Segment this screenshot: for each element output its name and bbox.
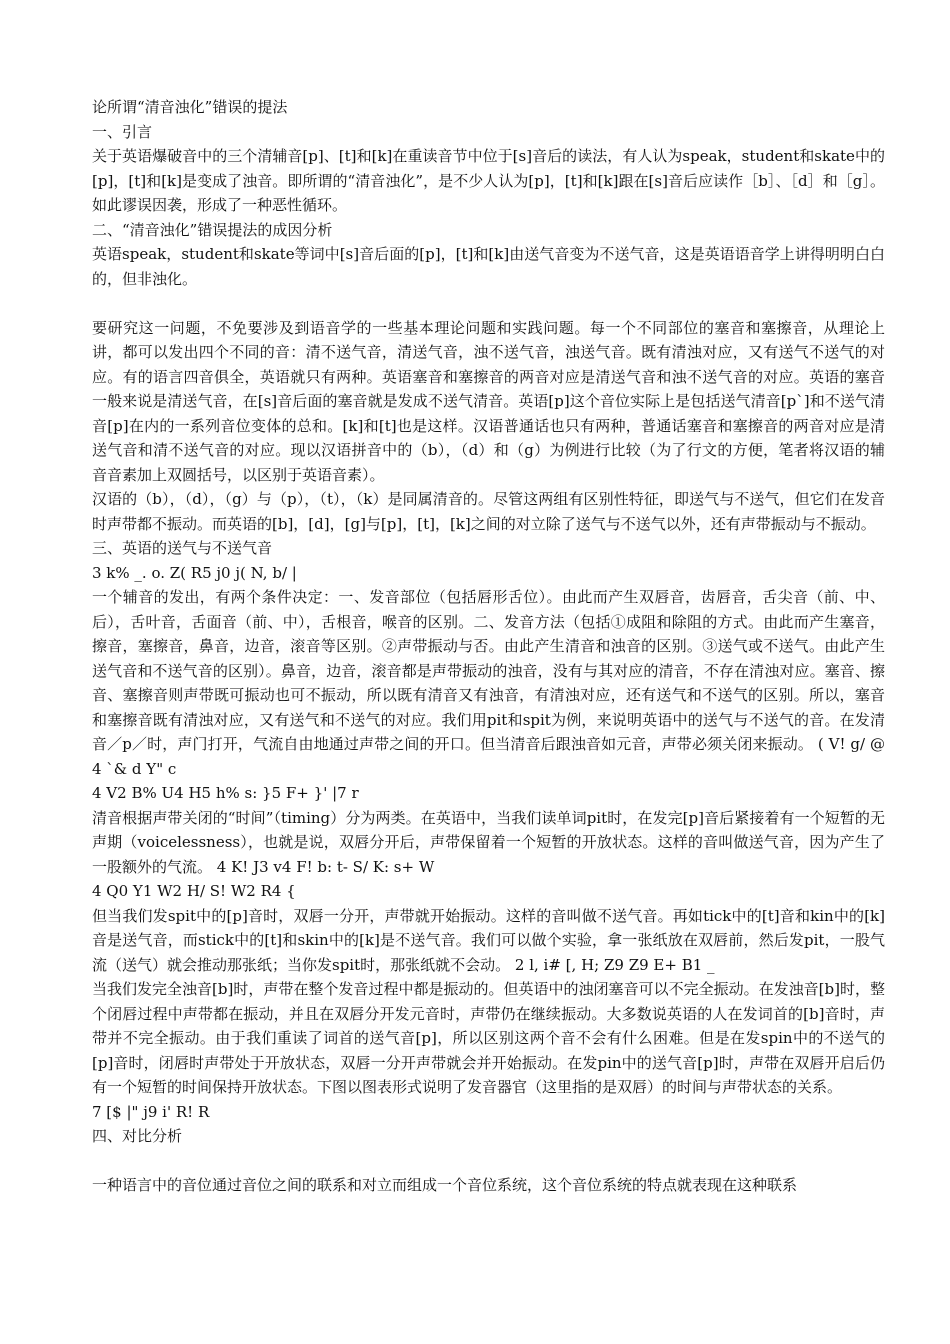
section-heading-contrastive-analysis: 四、对比分析 bbox=[92, 1127, 183, 1145]
paragraph: 关于英语爆破音中的三个清辅音[p]、[t]和[k]在重读音节中位于[s]音后的读法，有人认为speak，student和skate中的[p]，[t]和[k]是变成了浊音。即所谓的“清音浊化”，是不少人认为[p]，[t]和[k]跟在[s]音后应读作［b］、［d］和［g］。如此谬误因袭，形成了一种恶性循环。 bbox=[92, 147, 885, 214]
paragraph: 清音根据声带关闭的“时间”（timing）分为两类。在英语中，当我们读单词pit时，在发完[p]音后紧接着有一个短暂的无声期（voicelessness），也就是说，双唇分开后，声带保留着一个短暂的开放状态。这样的音叫做送气音，因为产生了一股额外的气流。 4 K! J3 v4 F! b: t- S/ K: s+ W bbox=[92, 808, 885, 876]
garbled-line: 4 V2 B% U4 H5 h% s: }5 F+ }' |7 r bbox=[92, 784, 359, 802]
garbled-line: 7 [$ |" j9 i' R! R bbox=[92, 1102, 210, 1121]
garbled-line: 3 k% _. o. Z( R5 j0 j( N, b/ | bbox=[92, 563, 297, 582]
paragraph: 当我们发完全浊音[b]时，声带在整个发音过程中都是振动的。但英语中的浊闭塞音可以不完全振动。在发浊音[b]时，整个闭唇过程中声带都在振动，并且在双唇分开发元音时，声带仍在继续振动。大多数说英语的人在发词首的[b]音时，声带并不完全振动。由于我们重读了词首的送气音[p]，所以区别这两个音不会有什么困难。但是在发spin中的不送气的[p]音时，闭唇时声带处于开放状态，双唇一分开声带就会并开始振动。在发pin中的送气音[p]时，声带在双唇开启后仍有一个短暂的时间保持开放状态。下图以图表形式说明了发音器官（这里指的是双唇）的时间与声带状态的关系。 bbox=[92, 980, 885, 1096]
paragraph: 一个辅音的发出，有两个条件决定：一、发音部位（包括唇形舌位）。由此而产生双唇音，齿唇音，舌尖音（前、中、后），舌叶音，舌面音（前、中），舌根音，喉音的区别。二、发音方法（包括①成阻和除阻的方式。由此而产生塞音，擦音，塞擦音，鼻音，边音，滚音等区别。②声带振动与否。由此产生清音和浊音的区别。③送气或不送气。由此产生送气音和不送气音的区别）。鼻音，边音，滚音都是声带振动的浊音，没有与其对应的清音，不存在清浊对应。塞音、擦音、塞擦音则声带既可振动也可不振动，所以既有清音又有浊音，有清浊对应，还有送气和不送气的区别。所以，塞音和塞擦音既有清浊对应，又有送气和不送气的对应。我们用pit和spit为例，来说明英语中的送气与不送气的音。在发清音／p／时，声门打开，气流自由地通过声带之间的开口。但当清音后跟浊音如元音，声带必须关闭来振动。 ( V! g/ @4 `& d Y" c bbox=[92, 588, 885, 778]
blank-line bbox=[92, 291, 885, 316]
section-heading-aspiration: 三、英语的送气与不送气音 bbox=[92, 539, 273, 557]
document-title: 论所谓“清音浊化”错误的提法 bbox=[92, 98, 288, 116]
document-body bbox=[92, 95, 885, 1198]
paragraph: 要研究这一问题，不免要涉及到语音学的一些基本理论问题和实践问题。每一个不同部位的塞音和塞擦音，从理论上讲，都可以发出四个不同的音：清不送气音，清送气音，浊不送气音，浊送气音。既有清浊对应，又有送气不送气的对应。有的语言四音俱全，英语就只有两种。英语塞音和塞擦音的两音对应是清送气音和浊不送气音的对应。英语的塞音一般来说是清送气音，在[s]音后面的塞音就是发成不送气清音。英语[p]这个音位实际上是包括送气清音[pˋ]和不送气清音[p]在内的一系列音位变体的总和。[k]和[t]也是这样。汉语普通话也只有两种，普通话塞音和塞擦音的两音对应是清送气音和清不送气音的对应。现以汉语拼音中的（b），（d）和（g）为例进行比较（为了行文的方便，笔者将汉语的辅音音素加上双圆括号，以区别于英语音素）。 bbox=[92, 318, 885, 484]
paragraph: 一种语言中的音位通过音位之间的联系和对立而组成一个音位系统，这个音位系统的特点就表现在这种联系 bbox=[92, 1176, 798, 1194]
garbled-line: 4 Q0 Y1 W2 H/ S! W2 R4 { bbox=[92, 882, 296, 900]
paragraph: 但当我们发spit中的[p]音时，双唇一分开，声带就开始振动。这样的音叫做不送气音。再如tick中的[t]音和kin中的[k]音是送气音，而stick中的[t]和skin中的[k]是不送气音。我们可以做个实验，拿一张纸放在双唇前，然后发pit，一股气流（送气）就会推动那张纸；当你发spit时，那张纸就不会动。 2 l, i# [, H; Z9 Z9 E+ B1 _ bbox=[92, 906, 885, 974]
paragraph: 英语speak，student和skate等词中[s]音后面的[p]，[t]和[k]由送气音变为不送气音，这是英语语音学上讲得明明白白的，但非浊化。 bbox=[92, 245, 885, 288]
paragraph: 汉语的（b），（d），（g）与（p），（t），（k）是同属清音的。尽管这两组有区别性特征，即送气与不送气，但它们在发音时声带都不振动。而英语的[b]，[d]，[g]与[p]，[t]，[k]之间的对立除了送气与不送气以外，还有声带振动与不振动。 bbox=[92, 490, 885, 533]
section-heading-introduction: 一、引言 bbox=[92, 122, 153, 141]
blank-line bbox=[92, 1149, 885, 1174]
section-heading-cause-analysis: 二、“清音浊化”错误提法的成因分析 bbox=[92, 220, 333, 239]
